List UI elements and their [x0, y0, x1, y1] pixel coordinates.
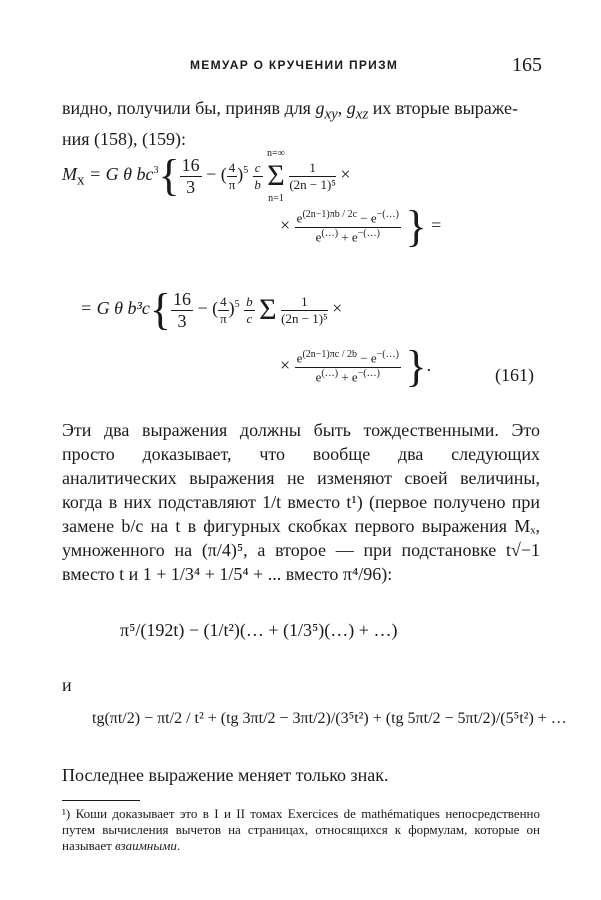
- footnote-italic-word: взаимными: [115, 838, 177, 853]
- intro-comma: ,: [337, 98, 347, 118]
- footnote-period: .: [176, 838, 181, 853]
- equation-161-line2: × $\frac{e^{(2n-1)\pi b / 2c} - e^{-(\dots)}}{e^{(\dots)} + e^{-(\dots)}}$ } =: [280, 202, 442, 251]
- equation-161-line4: × $\frac{e^{(2n-1)\pi c / 2b} - e^{-(\dots)}}{e^{(\dots)} + e^{-(\dots)}}$ }.: [280, 342, 432, 391]
- sum-term: $\frac{1}{\text{(2n − 1)⁵}}$: [289, 159, 336, 192]
- fraction-b-c: $\frac{b}{c}$: [246, 293, 253, 326]
- footnote-text: Коши доказывает это в I и II томах Exercices de mathématiques непосредственно путем вычисления вычетов на страницах, относящихся к формулам, которые он называет: [62, 806, 541, 853]
- exp-ratio-b: $\frac{e^{(2n-1)\pi b / 2c} - e^{-(\dots)}}{e^{(\dots)} + e^{-(\dots)}}$: [296, 209, 399, 244]
- running-title: МЕМУАР О КРУЧЕНИИ ПРИЗМ: [190, 58, 399, 72]
- intro-line2: ния (158), (159):: [62, 128, 187, 149]
- left-brace: {: [158, 151, 180, 200]
- equation-161-line1: $M_x = G$ θ $bc^3${ $\frac{16}{3}$ − ( $\frac{4}{\pi}$ )$^5$ $\frac{c}{b}$ n=∞ Σ n=1 $\frac{1}{\text{(2n − 1)⁵}}$ ×: [62, 148, 351, 204]
- summation: n=∞ Σ n=1: [267, 148, 285, 204]
- equation-161-line3: = G θ b³c{ $\frac{16}{3}$ − ( $\frac{4}{\pi}$ )$^5$ $\frac{b}{c}$ Σ $\frac{1}{\text{(2n − 1)⁵}}$ ×: [80, 285, 343, 334]
- equation-b: tg(πt/2) − πt/2 / t² + (tg 3πt/2 − 3πt/2)/(3⁵t²) + (tg 5πt/2 − 5πt/2)/(5⁵t²) + …: [92, 710, 567, 727]
- gxy-subscript: xy: [324, 106, 338, 123]
- equation-lhs-factor: = G θ bc: [84, 164, 154, 185]
- intro-text: видно, получили бы, приняв для: [62, 98, 316, 118]
- footnote-marker: ¹): [62, 806, 71, 821]
- second-line-lhs: = G θ b³c: [80, 298, 150, 319]
- equation-number: (161): [495, 365, 534, 385]
- fraction-4-pi: $\frac{4}{\pi}$: [228, 159, 236, 192]
- equation-a: π⁵/(192t) − (1/t²)(… + (1/3⁵)(…) + …): [120, 620, 398, 640]
- gxz-symbol: g: [346, 98, 356, 118]
- power-5: 5: [243, 165, 249, 177]
- cube-exponent: 3: [153, 165, 159, 177]
- exp-ratio-c: $\frac{e^{(2n-1)\pi c / 2b} - e^{-(\dots)}}{e^{(\dots)} + e^{-(\dots)}}$: [296, 349, 399, 384]
- gxy-symbol: g: [315, 98, 325, 118]
- intro-text-end: их вторые выраже-: [368, 98, 518, 118]
- minus-paren: − (: [201, 164, 227, 185]
- times-sign: ×: [340, 164, 351, 185]
- and-word: и: [62, 675, 72, 695]
- mx-subscript: x: [77, 172, 85, 189]
- footnote: [62, 806, 540, 854]
- page-number: 165: [512, 54, 542, 76]
- last-sentence: Последнее выражение меняет только знак.: [62, 765, 389, 785]
- fraction-c-b: $\frac{c}{b}$: [254, 159, 261, 192]
- fraction-16-3: $\frac{16}{3}$: [181, 154, 200, 197]
- running-head: [0, 54, 601, 78]
- mx-symbol: M: [62, 164, 77, 185]
- footnote-rule: [62, 800, 140, 801]
- gxz-subscript: xz: [355, 106, 369, 123]
- intro-paragraph: [62, 96, 540, 151]
- main-paragraph: Эти два выражения должны быть тождественными. Это просто доказывает, что вообще два следующих аналитических выражения не изменяют своей величины, когда в них подставляют 1/t вместо t¹) (первое получено при замене b/c на t в фигурных скобках первого выражения Mₓ, умноженного на (π/4)⁵, а второе — при подстановке t√−1 вместо t и 1 + 1/3⁴ + 1/5⁴ + ... вместо π⁴/96):: [62, 420, 540, 584]
